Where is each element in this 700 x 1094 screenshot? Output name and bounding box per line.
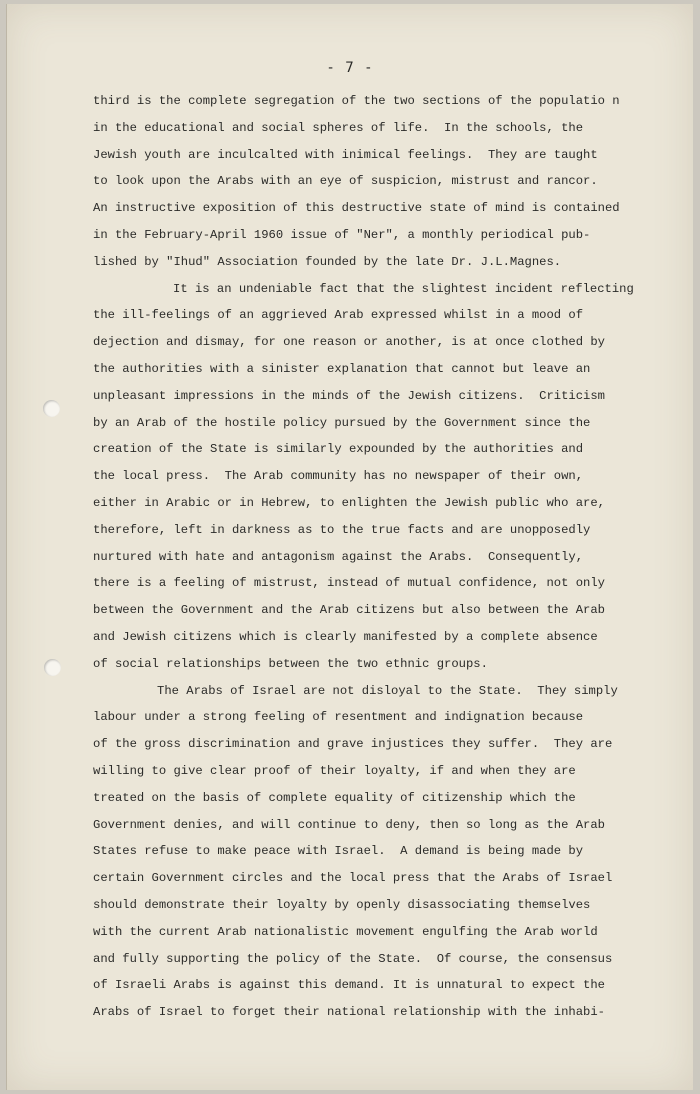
paragraph	[93, 678, 689, 1026]
text-line: and Jewish citizens which is clearly manifested by a complete absence	[93, 629, 598, 644]
text-line: An instructive exposition of this destructive state of mind is contained	[93, 201, 620, 216]
text-line: Jewish youth are inculcalted with inimical feelings. They are taught	[93, 147, 598, 162]
body-text	[93, 88, 689, 1026]
text-line: labour under a strong feeling of resentment and indignation because	[93, 710, 584, 725]
document-page	[6, 4, 693, 1090]
text-line: and fully supporting the policy of the State. Of course, the consensus	[93, 951, 613, 966]
text-line: of social relationships between the two ethnic groups.	[93, 656, 488, 671]
text-line: there is a feeling of mistrust, instead of mutual confidence, not only	[93, 576, 605, 591]
text-line: of Israeli Arabs is against this demand. It is unnatural to expect the	[93, 978, 605, 993]
text-line: therefore, left in darkness as to the true facts and are unopposedly	[93, 522, 591, 537]
paragraph	[93, 88, 689, 276]
text-line: dejection and dismay, for one reason or another, is at once clothed by	[93, 335, 605, 350]
punch-hole-bottom	[44, 659, 61, 676]
text-line: the authorities with a sinister explanation that cannot but leave an	[93, 361, 591, 376]
text-line: should demonstrate their loyalty by openly disassociating themselves	[93, 897, 591, 912]
text-line: in the February-April 1960 issue of "Ner", a monthly periodical pub-	[93, 227, 591, 242]
text-line: between the Government and the Arab citizens but also between the Arab	[93, 603, 605, 618]
text-line: the ill-feelings of an aggrieved Arab expressed whilst in a mood of	[93, 308, 584, 323]
text-line: third is the complete segregation of the two sections of the populatio n	[93, 94, 620, 108]
text-line: It is an undeniable fact that the slightest incident reflecting	[173, 281, 634, 296]
text-line: Arabs of Israel to forget their national relationship with the inhabi-	[93, 1005, 605, 1020]
text-line: The Arabs of Israel are not disloyal to the State. They simply	[157, 683, 618, 698]
punch-hole-top	[43, 400, 60, 417]
text-line: willing to give clear proof of their loyalty, if and when they are	[93, 763, 576, 778]
text-line: unpleasant impressions in the minds of the Jewish citizens. Criticism	[93, 388, 605, 403]
text-line: lished by "Ihud" Association founded by the late Dr. J.L.Magnes.	[93, 254, 562, 269]
paragraph	[93, 276, 689, 678]
text-line: in the educational and social spheres of life. In the schools, the	[93, 120, 584, 135]
text-line: with the current Arab nationalistic movement engulfing the Arab world	[93, 924, 598, 939]
text-line: to look upon the Arabs with an eye of suspicion, mistrust and rancor.	[93, 174, 598, 189]
text-line: States refuse to make peace with Israel. A demand is being made by	[93, 844, 584, 859]
text-line: of the gross discrimination and grave injustices they suffer. They are	[93, 737, 613, 752]
page-number: - 7 -	[326, 60, 374, 76]
text-line: by an Arab of the hostile policy pursued by the Government since the	[93, 415, 591, 430]
text-line: Government denies, and will continue to deny, then so long as the Arab	[93, 817, 605, 832]
text-line: either in Arabic or in Hebrew, to enlighten the Jewish public who are,	[93, 495, 605, 510]
text-line: nurtured with hate and antagonism against the Arabs. Consequently,	[93, 549, 584, 564]
text-line: the local press. The Arab community has no newspaper of their own,	[93, 469, 584, 484]
text-line: certain Government circles and the local press that the Arabs of Israel	[93, 871, 613, 886]
text-line: treated on the basis of complete equality of citizenship which the	[93, 790, 576, 805]
text-line: creation of the State is similarly expounded by the authorities and	[93, 442, 584, 457]
